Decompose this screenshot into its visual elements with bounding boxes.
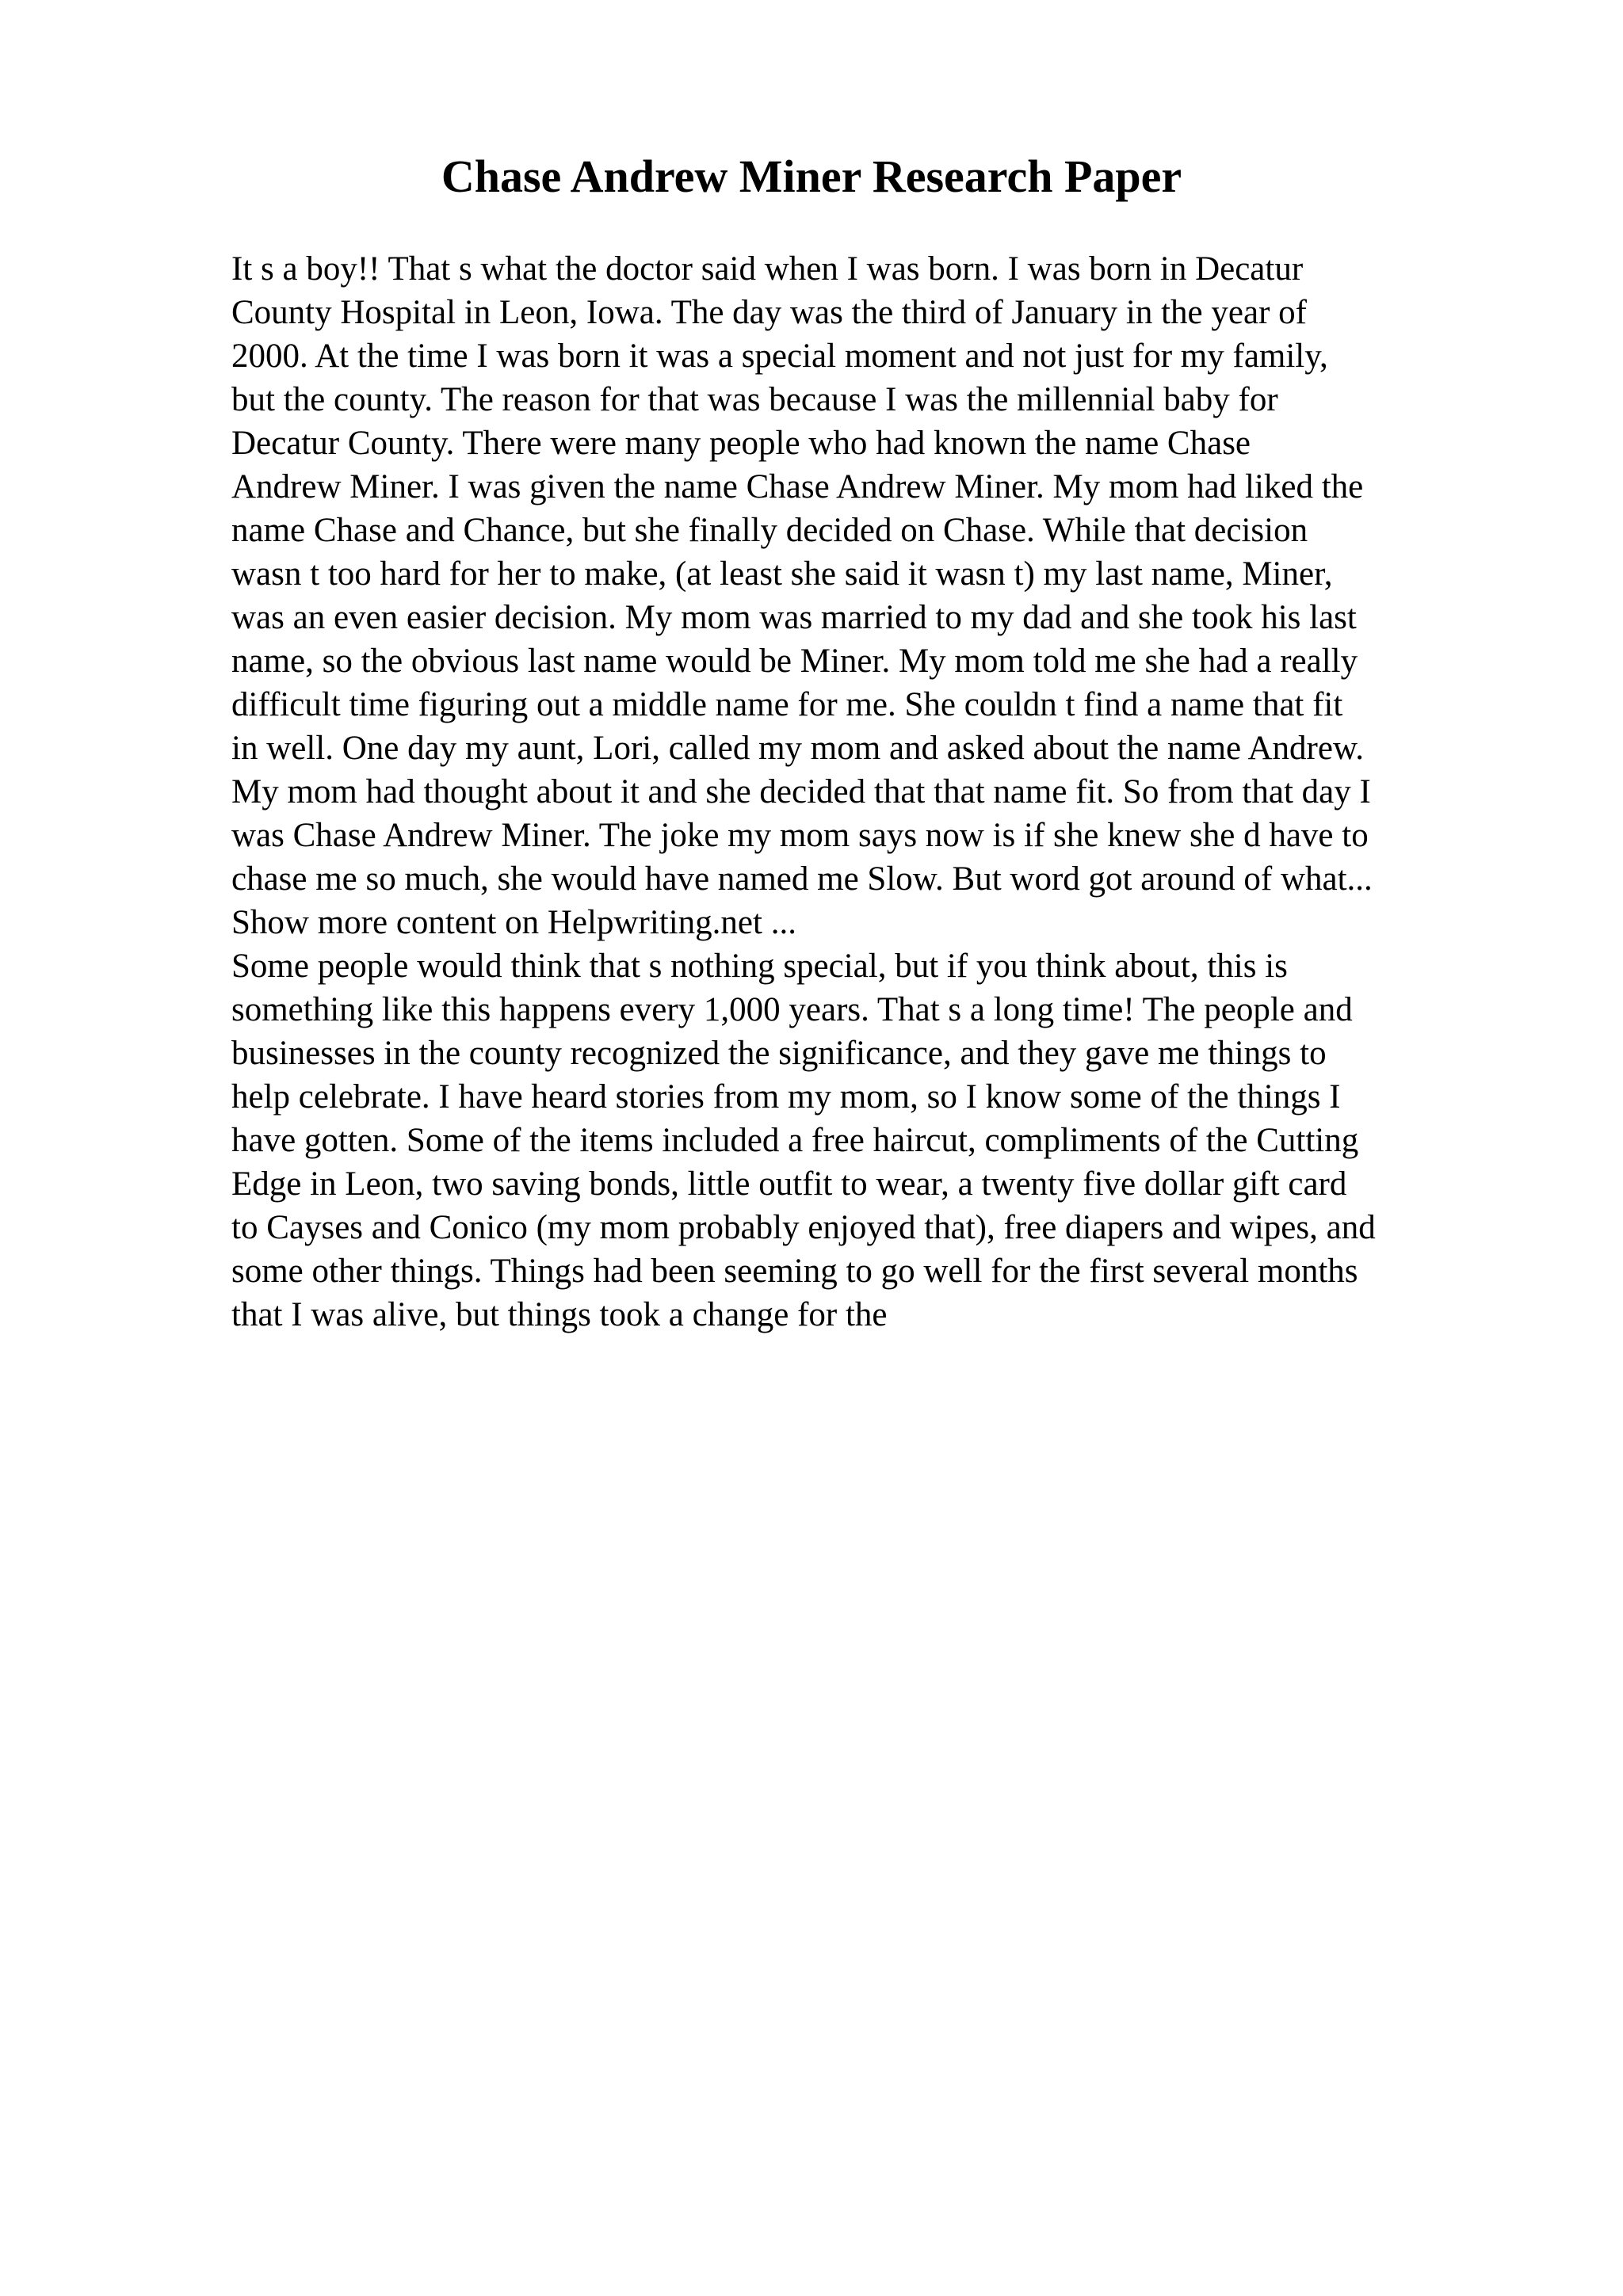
text-line: name Chase and Chance, but she finally decided on Chase. While that decision (231, 512, 1308, 549)
document-body (231, 247, 1484, 1337)
text-line: wasn t too hard for her to make, (at least she said it wasn t) my last name, Miner, (231, 555, 1333, 593)
text-line: was Chase Andrew Miner. The joke my mom says now is if she knew she d have to (231, 817, 1369, 854)
text-line: have gotten. Some of the items included a free haircut, compliments of the Cutting (231, 1122, 1359, 1159)
text-line: to Cayses and Conico (my mom probably enjoyed that), free diapers and wipes, and (231, 1209, 1376, 1246)
text-line: help celebrate. I have heard stories from my mom, so I know some of the things I (231, 1078, 1341, 1116)
text-line: in well. One day my aunt, Lori, called my mom and asked about the name Andrew. (231, 730, 1364, 767)
text-line: Some people would think that s nothing special, but if you think about, this is (231, 948, 1288, 985)
text-line: difficult time figuring out a middle name for me. She couldn t find a name that fit (231, 686, 1343, 723)
text-line: businesses in the county recognized the significance, and they gave me things to (231, 1035, 1327, 1072)
text-line: was an even easier decision. My mom was married to my dad and she took his last (231, 599, 1357, 636)
text-line: Edge in Leon, two saving bonds, little outfit to wear, a twenty five dollar gift card (231, 1165, 1347, 1203)
document-title: Chase Andrew Miner Research Paper (441, 151, 1182, 202)
text-line: that I was alive, but things took a change for the (231, 1296, 888, 1333)
text-line: Show more content on Helpwriting.net ... (231, 904, 796, 941)
text-line: some other things. Things had been seeming to go well for the first several months (231, 1253, 1358, 1290)
text-line: something like this happens every 1,000 years. That s a long time! The people and (231, 991, 1353, 1028)
text-line: but the county. The reason for that was because I was the millennial baby for (231, 381, 1278, 418)
text-line: 2000. At the time I was born it was a special moment and not just for my family, (231, 338, 1328, 375)
text-line: Decatur County. There were many people who had known the name Chase (231, 425, 1251, 462)
text-line: County Hospital in Leon, Iowa. The day was the third of January in the year of (231, 294, 1307, 331)
text-line: My mom had thought about it and she decided that that name fit. So from that day I (231, 773, 1371, 810)
text-line: It s a boy!! That s what the doctor said when I was born. I was born in Decatur (231, 250, 1304, 288)
text-line: name, so the obvious last name would be Miner. My mom told me she had a really (231, 643, 1358, 680)
text-line: chase me so much, she would have named me Slow. But word got around of what... (231, 860, 1373, 898)
text-line: Andrew Miner. I was given the name Chase Andrew Miner. My mom had liked the (231, 468, 1364, 505)
